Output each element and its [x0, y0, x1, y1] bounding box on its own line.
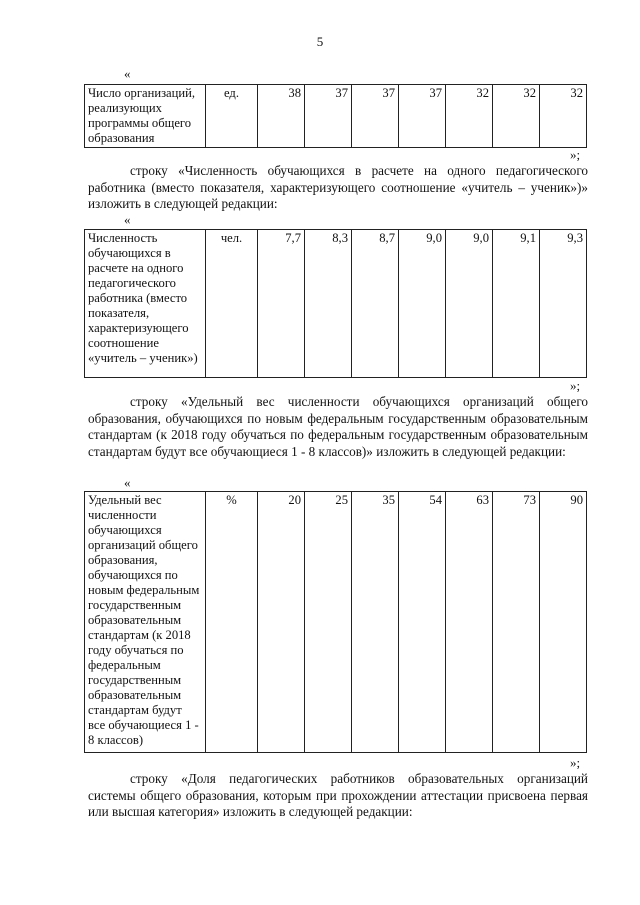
value-cell: 37 [352, 85, 399, 148]
value-cell: 20 [258, 492, 305, 753]
value-cell: 54 [399, 492, 446, 753]
amendment-paragraph-3: строку «Доля педагогических работников образовательных организаций системы общего образования, которым при прохождении аттестации присвоена первая или высшая категория» изложить в следующей редакции: [88, 771, 588, 819]
value-cell: 73 [493, 492, 540, 753]
value-cell: 90 [540, 492, 587, 753]
value-cell: 32 [493, 85, 540, 148]
quote-close-3: »; [570, 755, 581, 770]
value-cell: 9,3 [540, 230, 587, 378]
quote-close-2: »; [570, 378, 581, 393]
indicator-unit: % [206, 492, 258, 753]
table-row [85, 230, 587, 378]
indicator-name: Удельный вес численности обучающихся организаций общего образования, обучающихся по новым федеральным государственным образовательным стандартам (к 2018 году обучаться по федеральным государственным образовательным стандартам будут все обучающиеся 1 - 8 классов) [85, 492, 206, 753]
value-cell: 9,0 [399, 230, 446, 378]
value-cell: 25 [305, 492, 352, 753]
page-number: 5 [316, 34, 324, 49]
value-cell: 8,3 [305, 230, 352, 378]
indicator-name: Число организаций, реализующих программы общего образования [85, 85, 206, 148]
value-cell: 9,1 [493, 230, 540, 378]
quote-close-1: »; [570, 147, 581, 162]
table-organizations-count [84, 84, 587, 148]
indicator-unit: чел. [206, 230, 258, 378]
value-cell: 9,0 [446, 230, 493, 378]
value-cell: 38 [258, 85, 305, 148]
value-cell: 35 [352, 492, 399, 753]
value-cell: 7,7 [258, 230, 305, 378]
quote-open-3: « [124, 475, 131, 490]
indicator-name: Численность обучающихся в расчете на одного педагогического работника (вместо показателя, характеризующего соотношение «учитель – ученик») [85, 230, 206, 378]
table-students-per-teacher [84, 229, 587, 378]
value-cell: 37 [399, 85, 446, 148]
indicator-unit: ед. [206, 85, 258, 148]
amendment-paragraph-1: строку «Численность обучающихся в расчете на одного педагогического работника (вместо показателя, характеризующего соотношение «учитель – ученик»)» изложить в следующей редакции: [88, 163, 588, 211]
value-cell: 32 [446, 85, 493, 148]
value-cell: 32 [540, 85, 587, 148]
quote-open-2: « [124, 212, 131, 227]
amendment-paragraph-2: строку «Удельный вес численности обучающихся организаций общего образования, обучающихся по новым федеральным государственным образовательным стандартам (к 2018 году обучаться по федеральным государственным образовательным стандартам будут все обучающиеся 1 - 8 классов)» изложить в следующей редакции: [88, 394, 588, 459]
value-cell: 8,7 [352, 230, 399, 378]
value-cell: 37 [305, 85, 352, 148]
value-cell: 63 [446, 492, 493, 753]
table-row [85, 492, 587, 753]
table-fgos-share [84, 491, 587, 753]
quote-open-1: « [124, 66, 131, 81]
table-row [85, 85, 587, 148]
